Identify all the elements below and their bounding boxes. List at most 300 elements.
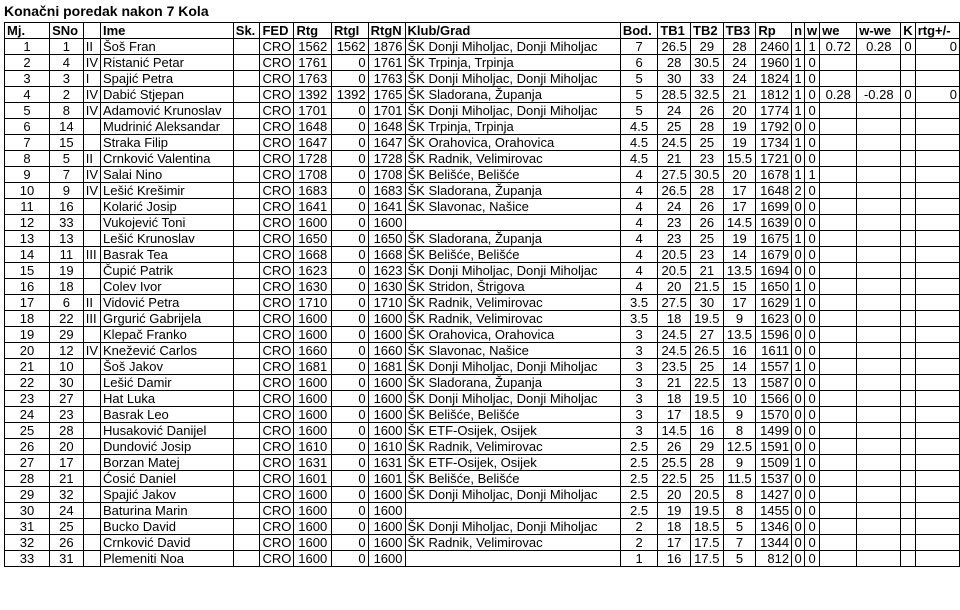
- cell-rating: 1641: [294, 199, 332, 215]
- cell-rating-change: [915, 519, 959, 535]
- cell-points: 3: [620, 359, 658, 375]
- cell-rating: 1600: [294, 535, 332, 551]
- cell-rank: 7: [5, 135, 50, 151]
- cell-tb1: 17: [658, 535, 691, 551]
- cell-rating-intl: 0: [331, 311, 368, 327]
- cell-sk: [233, 119, 260, 135]
- cell-start-number: 9: [50, 183, 84, 199]
- cell-federation: CRO: [260, 39, 294, 55]
- cell-federation: CRO: [260, 519, 294, 535]
- cell-tb1: 27.5: [658, 167, 691, 183]
- header-club-city: Klub/Grad: [405, 23, 620, 39]
- cell-category: III: [83, 247, 100, 263]
- cell-rank: 27: [5, 455, 50, 471]
- cell-start-number: 17: [50, 455, 84, 471]
- cell-category: [83, 423, 100, 439]
- cell-n: 0: [792, 519, 805, 535]
- cell-category: [83, 263, 100, 279]
- cell-rating: 1600: [294, 551, 332, 567]
- cell-club-city: ŠK Donji Miholjac, Donji Miholjac: [405, 263, 620, 279]
- cell-rating: 1728: [294, 151, 332, 167]
- header-rating-national: RtgN: [368, 23, 405, 39]
- cell-category: II: [83, 39, 100, 55]
- cell-player-name: Vukojević Toni: [101, 215, 234, 231]
- cell-federation: CRO: [260, 407, 294, 423]
- cell-n: 1: [792, 135, 805, 151]
- cell-start-number: 31: [50, 551, 84, 567]
- cell-tb3: 5: [723, 519, 756, 535]
- cell-federation: CRO: [260, 455, 294, 471]
- cell-rp: 1557: [756, 359, 792, 375]
- cell-rank: 29: [5, 487, 50, 503]
- cell-k: [901, 423, 915, 439]
- cell-player-name: Salai Nino: [101, 167, 234, 183]
- table-row: [5, 327, 960, 343]
- cell-start-number: 15: [50, 135, 84, 151]
- cell-k: [901, 359, 915, 375]
- cell-w: 0: [805, 327, 820, 343]
- cell-category: IV: [83, 167, 100, 183]
- cell-tb1: 30: [658, 71, 691, 87]
- cell-tb3: 8: [723, 487, 756, 503]
- cell-category: IV: [83, 343, 100, 359]
- cell-w-we: [857, 167, 901, 183]
- cell-club-city: ŠK Slavonac, Našice: [405, 199, 620, 215]
- table-row: [5, 199, 960, 215]
- cell-sk: [233, 407, 260, 423]
- cell-player-name: Crnković Valentina: [101, 151, 234, 167]
- cell-federation: CRO: [260, 535, 294, 551]
- cell-start-number: 22: [50, 311, 84, 327]
- cell-start-number: 30: [50, 375, 84, 391]
- cell-player-name: Čupić Patrik: [101, 263, 234, 279]
- cell-rank: 17: [5, 295, 50, 311]
- cell-tb1: 20: [658, 487, 691, 503]
- cell-tb3: 9: [723, 455, 756, 471]
- cell-category: [83, 487, 100, 503]
- cell-tb1: 21: [658, 151, 691, 167]
- cell-rp: 1721: [756, 151, 792, 167]
- table-row: [5, 407, 960, 423]
- cell-tb1: 22.5: [658, 471, 691, 487]
- cell-rank: 16: [5, 279, 50, 295]
- cell-sk: [233, 391, 260, 407]
- cell-n: 0: [792, 535, 805, 551]
- cell-n: 0: [792, 215, 805, 231]
- cell-rating: 1708: [294, 167, 332, 183]
- table-row: [5, 535, 960, 551]
- cell-club-city: ŠK Sladorana, Županja: [405, 375, 620, 391]
- cell-start-number: 23: [50, 407, 84, 423]
- cell-tb2: 27: [691, 327, 724, 343]
- cell-w-we: [857, 535, 901, 551]
- cell-rating-national: 1600: [368, 503, 405, 519]
- cell-k: [901, 535, 915, 551]
- cell-tb3: 21: [723, 87, 756, 103]
- cell-club-city: ŠK Radnik, Velimirovac: [405, 439, 620, 455]
- cell-sk: [233, 263, 260, 279]
- cell-rating: 1710: [294, 295, 332, 311]
- cell-category: [83, 327, 100, 343]
- cell-rating: 1601: [294, 471, 332, 487]
- cell-category: [83, 391, 100, 407]
- cell-n: 0: [792, 423, 805, 439]
- cell-points: 3: [620, 343, 658, 359]
- cell-federation: CRO: [260, 439, 294, 455]
- cell-tb2: 18.5: [691, 407, 724, 423]
- cell-w: 0: [805, 551, 820, 567]
- cell-points: 2.5: [620, 455, 658, 471]
- cell-rank: 8: [5, 151, 50, 167]
- cell-tb3: 14: [723, 359, 756, 375]
- cell-w-we: [857, 519, 901, 535]
- header-tb2: TB2: [691, 23, 724, 39]
- cell-k: [901, 135, 915, 151]
- cell-rating-intl: 1392: [331, 87, 368, 103]
- cell-rating: 1600: [294, 391, 332, 407]
- cell-tb3: 13.5: [723, 263, 756, 279]
- cell-rating-national: 1600: [368, 519, 405, 535]
- cell-rank: 1: [5, 39, 50, 55]
- cell-w: 0: [805, 295, 820, 311]
- cell-rank: 18: [5, 311, 50, 327]
- cell-tb1: 18: [658, 311, 691, 327]
- table-row: [5, 215, 960, 231]
- header-rating-intl: RtgI: [331, 23, 368, 39]
- cell-club-city: ŠK Radnik, Velimirovac: [405, 535, 620, 551]
- cell-tb2: 33: [691, 71, 724, 87]
- cell-k: [901, 199, 915, 215]
- cell-tb1: 18: [658, 391, 691, 407]
- cell-tb3: 19: [723, 231, 756, 247]
- header-rating: Rtg: [294, 23, 332, 39]
- cell-k: [901, 551, 915, 567]
- cell-start-number: 12: [50, 343, 84, 359]
- cell-rp: 1679: [756, 247, 792, 263]
- table-row: [5, 55, 960, 71]
- cell-rating-national: 1631: [368, 455, 405, 471]
- cell-we: [820, 247, 857, 263]
- cell-tb1: 26: [658, 439, 691, 455]
- cell-we: [820, 215, 857, 231]
- cell-tb2: 23: [691, 247, 724, 263]
- cell-rp: 1346: [756, 519, 792, 535]
- cell-rating-change: [915, 375, 959, 391]
- table-row: [5, 247, 960, 263]
- cell-start-number: 20: [50, 439, 84, 455]
- cell-player-name: Kolarić Josip: [101, 199, 234, 215]
- cell-we: [820, 375, 857, 391]
- header-sk: Sk.: [233, 23, 260, 39]
- cell-we: [820, 343, 857, 359]
- cell-sk: [233, 199, 260, 215]
- cell-category: [83, 535, 100, 551]
- cell-sk: [233, 503, 260, 519]
- cell-rating-intl: 0: [331, 439, 368, 455]
- table-row: [5, 455, 960, 471]
- cell-we: [820, 135, 857, 151]
- cell-federation: CRO: [260, 183, 294, 199]
- cell-tb2: 19.5: [691, 311, 724, 327]
- cell-tb1: 27.5: [658, 295, 691, 311]
- cell-points: 4: [620, 231, 658, 247]
- cell-we: [820, 327, 857, 343]
- cell-rating-change: [915, 279, 959, 295]
- cell-rating-national: 1601: [368, 471, 405, 487]
- cell-rating-change: [915, 103, 959, 119]
- cell-rating-intl: 0: [331, 519, 368, 535]
- cell-rank: 2: [5, 55, 50, 71]
- cell-club-city: ŠK Donji Miholjac, Donji Miholjac: [405, 103, 620, 119]
- cell-club-city: ŠK Radnik, Velimirovac: [405, 295, 620, 311]
- cell-we: [820, 71, 857, 87]
- table-row: [5, 295, 960, 311]
- cell-category: [83, 119, 100, 135]
- cell-start-number: 16: [50, 199, 84, 215]
- cell-tb1: 26.5: [658, 183, 691, 199]
- cell-n: 0: [792, 439, 805, 455]
- cell-sk: [233, 439, 260, 455]
- cell-k: [901, 167, 915, 183]
- table-row: [5, 487, 960, 503]
- cell-rating-change: [915, 151, 959, 167]
- cell-tb1: 24: [658, 199, 691, 215]
- cell-w: 0: [805, 183, 820, 199]
- cell-points: 4: [620, 167, 658, 183]
- cell-category: II: [83, 295, 100, 311]
- cell-n: 0: [792, 551, 805, 567]
- cell-rating-national: 1600: [368, 407, 405, 423]
- cell-points: 2: [620, 519, 658, 535]
- cell-rating: 1631: [294, 455, 332, 471]
- header-federation: FED: [260, 23, 294, 39]
- header-rp: Rp: [756, 23, 792, 39]
- cell-tb3: 19: [723, 135, 756, 151]
- table-row: [5, 551, 960, 567]
- cell-w-we: [857, 183, 901, 199]
- cell-we: 0.72: [820, 39, 857, 55]
- cell-points: 4: [620, 279, 658, 295]
- cell-we: [820, 231, 857, 247]
- header-player-name: Ime: [101, 23, 234, 39]
- cell-start-number: 11: [50, 247, 84, 263]
- cell-start-number: 5: [50, 151, 84, 167]
- cell-federation: CRO: [260, 327, 294, 343]
- cell-player-name: Dundović Josip: [101, 439, 234, 455]
- cell-federation: CRO: [260, 103, 294, 119]
- cell-tb2: 17.5: [691, 535, 724, 551]
- cell-rating-change: [915, 551, 959, 567]
- cell-n: 0: [792, 311, 805, 327]
- cell-club-city: ŠK Donji Miholjac, Donji Miholjac: [405, 39, 620, 55]
- cell-points: 5: [620, 71, 658, 87]
- cell-category: [83, 519, 100, 535]
- cell-w: 0: [805, 231, 820, 247]
- cell-rp: 1427: [756, 487, 792, 503]
- cell-tb1: 18: [658, 519, 691, 535]
- cell-points: 4: [620, 183, 658, 199]
- cell-sk: [233, 487, 260, 503]
- cell-club-city: ŠK Donji Miholjac, Donji Miholjac: [405, 519, 620, 535]
- cell-sk: [233, 135, 260, 151]
- cell-player-name: Grgurić Gabrijela: [101, 311, 234, 327]
- cell-start-number: 28: [50, 423, 84, 439]
- cell-federation: CRO: [260, 391, 294, 407]
- cell-rating-national: 1681: [368, 359, 405, 375]
- cell-rating: 1562: [294, 39, 332, 55]
- cell-rating: 1600: [294, 327, 332, 343]
- cell-k: [901, 119, 915, 135]
- cell-rating-national: 1728: [368, 151, 405, 167]
- cell-tb1: 20: [658, 279, 691, 295]
- cell-tb3: 20: [723, 103, 756, 119]
- cell-category: [83, 455, 100, 471]
- table-row: [5, 503, 960, 519]
- cell-tb2: 28: [691, 455, 724, 471]
- cell-federation: CRO: [260, 55, 294, 71]
- header-w: w: [805, 23, 820, 39]
- cell-federation: CRO: [260, 199, 294, 215]
- cell-rating-national: 1763: [368, 71, 405, 87]
- cell-tb2: 32.5: [691, 87, 724, 103]
- cell-we: [820, 311, 857, 327]
- cell-tb3: 8: [723, 423, 756, 439]
- cell-federation: CRO: [260, 87, 294, 103]
- cell-rating-national: 1600: [368, 423, 405, 439]
- cell-rating: 1600: [294, 407, 332, 423]
- cell-k: [901, 103, 915, 119]
- cell-start-number: 29: [50, 327, 84, 343]
- cell-rp: 1587: [756, 375, 792, 391]
- cell-we: [820, 199, 857, 215]
- cell-sk: [233, 359, 260, 375]
- cell-club-city: ŠK Belišće, Belišće: [405, 471, 620, 487]
- cell-tb1: 28: [658, 55, 691, 71]
- cell-tb3: 7: [723, 535, 756, 551]
- cell-k: [901, 343, 915, 359]
- cell-w: 0: [805, 439, 820, 455]
- cell-start-number: 27: [50, 391, 84, 407]
- cell-points: 3: [620, 407, 658, 423]
- cell-rating-intl: 0: [331, 551, 368, 567]
- cell-w-we: [857, 327, 901, 343]
- cell-rating: 1681: [294, 359, 332, 375]
- cell-tb1: 14.5: [658, 423, 691, 439]
- cell-start-number: 4: [50, 55, 84, 71]
- cell-points: 2: [620, 535, 658, 551]
- cell-rp: 1611: [756, 343, 792, 359]
- cell-federation: CRO: [260, 279, 294, 295]
- cell-rp: 1812: [756, 87, 792, 103]
- cell-sk: [233, 535, 260, 551]
- cell-we: [820, 455, 857, 471]
- cell-tb1: 26.5: [658, 39, 691, 55]
- cell-rating: 1600: [294, 215, 332, 231]
- cell-rating-change: [915, 471, 959, 487]
- cell-federation: CRO: [260, 359, 294, 375]
- cell-rating-change: [915, 247, 959, 263]
- cell-w-we: [857, 231, 901, 247]
- cell-tb1: 25: [658, 119, 691, 135]
- cell-category: II: [83, 151, 100, 167]
- cell-sk: [233, 231, 260, 247]
- cell-n: 0: [792, 391, 805, 407]
- cell-sk: [233, 39, 260, 55]
- cell-rank: 9: [5, 167, 50, 183]
- cell-rating-intl: 0: [331, 119, 368, 135]
- cell-k: [901, 215, 915, 231]
- cell-we: [820, 471, 857, 487]
- cell-points: 4.5: [620, 135, 658, 151]
- cell-rating-change: [915, 231, 959, 247]
- cell-club-city: ŠK Orahovica, Orahovica: [405, 327, 620, 343]
- cell-rank: 3: [5, 71, 50, 87]
- cell-rank: 5: [5, 103, 50, 119]
- cell-n: 0: [792, 119, 805, 135]
- cell-rating-national: 1600: [368, 311, 405, 327]
- cell-tb2: 30.5: [691, 167, 724, 183]
- cell-rating-intl: 0: [331, 423, 368, 439]
- cell-rp: 1639: [756, 215, 792, 231]
- cell-w-we: [857, 407, 901, 423]
- cell-tb3: 13.5: [723, 327, 756, 343]
- cell-k: [901, 231, 915, 247]
- cell-rp: 1509: [756, 455, 792, 471]
- cell-rating-change: [915, 487, 959, 503]
- cell-rating-change: [915, 55, 959, 71]
- cell-w-we: [857, 199, 901, 215]
- table-row: [5, 471, 960, 487]
- cell-category: [83, 135, 100, 151]
- cell-points: 2.5: [620, 487, 658, 503]
- cell-we: [820, 359, 857, 375]
- cell-sk: [233, 215, 260, 231]
- cell-n: 0: [792, 503, 805, 519]
- cell-points: 4.5: [620, 151, 658, 167]
- cell-we: [820, 503, 857, 519]
- cell-player-name: Plemeniti Noa: [101, 551, 234, 567]
- cell-sk: [233, 279, 260, 295]
- cell-w: 0: [805, 279, 820, 295]
- cell-rank: 30: [5, 503, 50, 519]
- cell-player-name: Knežević Carlos: [101, 343, 234, 359]
- cell-we: 0.28: [820, 87, 857, 103]
- cell-club-city: [405, 503, 620, 519]
- table-row: [5, 119, 960, 135]
- cell-start-number: 10: [50, 359, 84, 375]
- cell-rank: 11: [5, 199, 50, 215]
- cell-k: [901, 71, 915, 87]
- cell-k: [901, 375, 915, 391]
- cell-rating-intl: 0: [331, 503, 368, 519]
- cell-n: 2: [792, 183, 805, 199]
- cell-k: [901, 183, 915, 199]
- cell-rank: 12: [5, 215, 50, 231]
- cell-rank: 4: [5, 87, 50, 103]
- cell-w: 0: [805, 247, 820, 263]
- cell-tb2: 21: [691, 263, 724, 279]
- cell-rating: 1650: [294, 231, 332, 247]
- cell-sk: [233, 55, 260, 71]
- cell-rp: 1792: [756, 119, 792, 135]
- cell-rp: 812: [756, 551, 792, 567]
- cell-tb2: 16: [691, 423, 724, 439]
- cell-k: [901, 247, 915, 263]
- cell-rating-national: 1600: [368, 327, 405, 343]
- cell-rating-change: [915, 263, 959, 279]
- cell-rating-intl: 0: [331, 215, 368, 231]
- cell-w: 0: [805, 87, 820, 103]
